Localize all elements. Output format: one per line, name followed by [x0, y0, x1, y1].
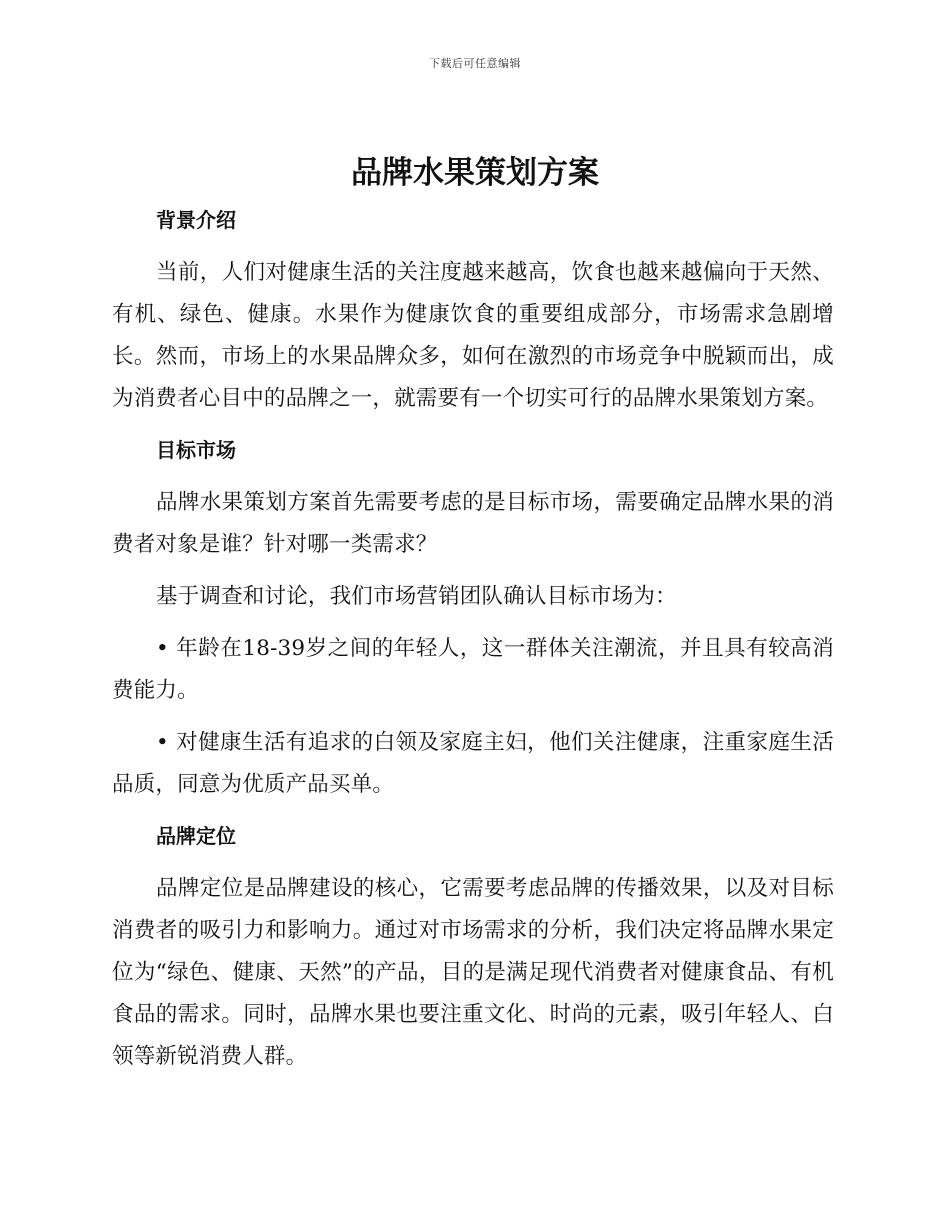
document-body	[112, 200, 834, 1078]
section-heading-background: 背景介绍	[156, 208, 236, 232]
header-note: 下载后可任意编辑	[429, 57, 521, 70]
document-title: 品牌水果策划方案	[351, 155, 599, 191]
paragraph: 品牌定位是品牌建设的核心，它需要考虑品牌的传播效果，以及对目标消费者的吸引力和影响力。通过对市场需求的分析，我们决定将品牌水果定位为“绿色、健康、天然”的产品，目的是满足现代消费者对健康食品、有机食品的需求。同时，品牌水果也要注重文化、时尚的元素，吸引年轻人、白领等新锐消费人群。	[112, 876, 834, 1069]
section-heading-brand-positioning: 品牌定位	[156, 824, 236, 848]
bullet-paragraph: • 年龄在18-39岁之间的年轻人，这一群体关注潮流，并且具有较高消费能力。	[112, 636, 834, 703]
bullet-paragraph: • 对健康生活有追求的白领及家庭主妇，他们关注健康，注重家庭生活品质，同意为优质产品买单。	[112, 730, 834, 797]
paragraph: 基于调查和讨论，我们市场营销团队确认目标市场为：	[156, 584, 677, 609]
paragraph: 品牌水果策划方案首先需要考虑的是目标市场，需要确定品牌水果的消费者对象是谁？针对哪一类需求？	[112, 490, 834, 557]
section-heading-target-market: 目标市场	[156, 438, 236, 462]
paragraph: 当前，人们对健康生活的关注度越来越高，饮食也越来越偏向于天然、有机、绿色、健康。水果作为健康饮食的重要组成部分，市场需求急剧增长。然而，市场上的水果品牌众多，如何在激烈的市场竞争中脱颖而出，成为消费者心目中的品牌之一，就需要有一个切实可行的品牌水果策划方案。	[112, 260, 834, 411]
